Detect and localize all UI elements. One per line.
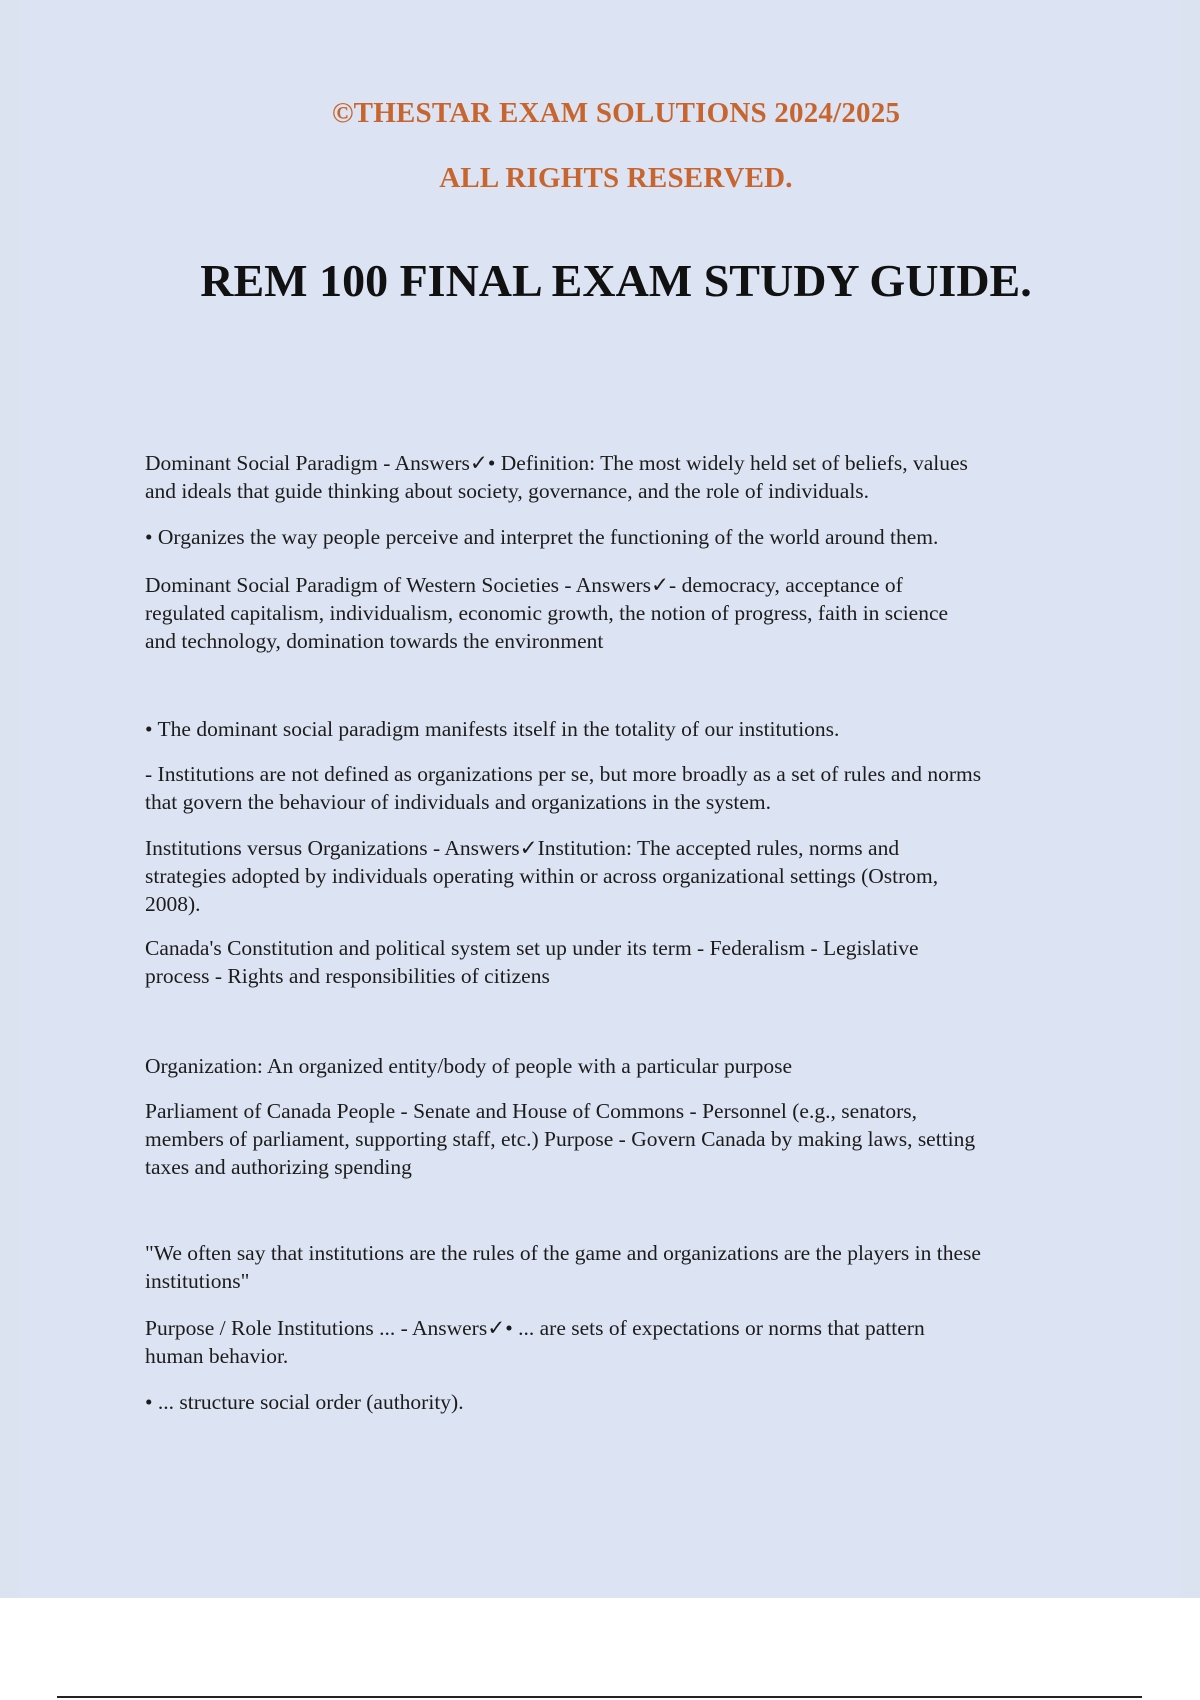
paragraph-line: Canada's Constitution and political system set up under its term - Federalism - Legislative [145, 936, 919, 960]
paragraph-line: 2008). [145, 892, 201, 916]
paragraph-line: • The dominant social paradigm manifests itself in the totality of our institutions. [145, 717, 840, 741]
paragraph-line: Organization: An organized entity/body of people with a particular purpose [145, 1054, 793, 1078]
paragraph-line: strategies adopted by individuals operating within or across organizational settings (Ostrom, [145, 864, 939, 888]
paragraph-line: human behavior. [145, 1344, 289, 1368]
paragraph-line: Purpose / Role Institutions ... - Answers✓• ... are sets of expectations or norms that pattern [145, 1316, 925, 1340]
paragraph-institutions-vs-organizations [145, 834, 1095, 918]
paragraph-organizes-perception [145, 523, 1095, 551]
paragraph-social-order [145, 1388, 1095, 1416]
paragraph-line: members of parliament, supporting staff, etc.) Purpose - Govern Canada by making laws, setting [145, 1127, 976, 1151]
paragraph-canada-constitution [145, 934, 1095, 990]
document-title: REM 100 FINAL EXAM STUDY GUIDE. [200, 255, 1032, 306]
paragraph-institutions-totality [145, 715, 1095, 743]
paragraph-line: that govern the behaviour of individuals and organizations in the system. [145, 790, 771, 814]
paragraph-purpose-role-institutions [145, 1314, 1095, 1370]
paragraph-parliament-of-canada [145, 1097, 1095, 1181]
paragraph-line: • Organizes the way people perceive and interpret the functioning of the world around them. [145, 525, 939, 549]
paragraph-line: Dominant Social Paradigm of Western Societies - Answers✓- democracy, acceptance of [145, 573, 903, 597]
copyright-header: ©THESTAR EXAM SOLUTIONS 2024/2025 [331, 97, 901, 129]
paragraph-line: institutions" [145, 1269, 250, 1293]
paragraph-line: - Institutions are not defined as organizations per se, but more broadly as a set of rules and norms [145, 762, 982, 786]
paragraph-organization-definition [145, 1052, 1095, 1080]
paragraph-line: "We often say that institutions are the rules of the game and organizations are the players in these [145, 1241, 981, 1265]
paragraph-line: and ideals that guide thinking about society, governance, and the role of individuals. [145, 479, 870, 503]
paragraph-rules-of-the-game-quote [145, 1239, 1095, 1295]
paragraph-line: taxes and authorizing spending [145, 1155, 412, 1179]
paragraph-western-paradigm [145, 571, 1095, 655]
paragraph-line: process - Rights and responsibilities of citizens [145, 964, 550, 988]
footer-divider [57, 1696, 1142, 1698]
paragraph-institutions-definition [145, 760, 1095, 816]
paragraph-line: • ... structure social order (authority). [145, 1390, 464, 1414]
paragraph-line: Dominant Social Paradigm - Answers✓• Definition: The most widely held set of beliefs, values [145, 451, 968, 475]
paragraph-line: Parliament of Canada People - Senate and House of Commons - Personnel (e.g., senators, [145, 1099, 918, 1123]
paragraph-line: regulated capitalism, individualism, economic growth, the notion of progress, faith in science [145, 601, 949, 625]
paragraph-line: and technology, domination towards the environment [145, 629, 604, 653]
rights-reserved-header: ALL RIGHTS RESERVED. [439, 162, 793, 194]
paragraph-line: Institutions versus Organizations - Answers✓Institution: The accepted rules, norms and [145, 836, 900, 860]
paragraph-dominant-social-paradigm [145, 449, 1095, 505]
